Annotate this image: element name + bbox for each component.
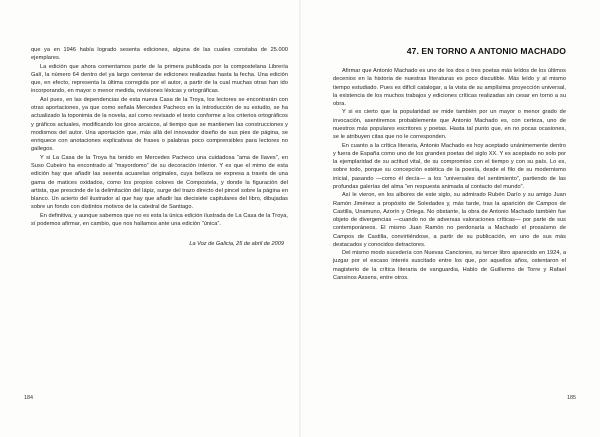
body-paragraph: que ya en 1946 había logrado sesenta ediciones, alguna de las cuales constaba de 25.000 ejemplares. (31, 47, 288, 62)
page-number-right: 185 (567, 395, 576, 401)
body-paragraph: Así le vieron, en los albores de este siglo, su admirado Rubén Darío y su amigo Juan Ramón Jiménez a propósito de Soledades y, más tarde, tras la aparición de Campos de Castilla, Unamuno, Azorín y Ortega. No obstante, la obra de Antonio Machado también fue objeto de divergencias —cuando no de adversas valoraciones críticas— por parte de sus contemporáneos. El mismo Juan Ramón no perdonaría a Machado el prosaísmo de Campos de Castilla, convirtiéndose, a partir de su publicación, en uno de sus más destacados y conocidos detractores. (333, 192, 566, 248)
right-page (300, 0, 600, 437)
body-paragraph: Afirmar que Antonio Machado es uno de los dos o tres poetas más leídos de los últimos decenios en la historia de nuestras literaturas es poco discutible. Más leído y al mismo tiempo estudiado. Pues es difícil catalogar, a la vista de su amplísima proyección universal, la existencia de los muchos trabajos y ediciones críticas realizadas sin cesar en torno a su obra. (333, 68, 566, 108)
body-paragraph: Del mismo modo sucedería con Nuevas Canciones, su tercer libro aparecido en 1924, a juzgar por el escaso interés suscitado entre los que, por aquellos años, ostentaron el magisterio de la crítica literaria de vanguardia, Hablo de Guillermo de Torre y Rafael Cansinos Assens, entre otros. (333, 250, 566, 282)
body-paragraph: Y si es cierto que la popularidad se mide también por un mayor o menor grado de invocación, asentiremos probablemente que Antonio Machado es, con certeza, uno de nuestros más populares escritores y poetas. Hasta tal punto que, en no pocas ocasiones, se le atribuyen citas que no le corresponden. (333, 109, 566, 141)
body-paragraph: En definitiva, y aunque sabemos que no es esta la única edición ilustrada de La Casa de la Troya, sí podemos afirmar, en cambio, que nos hallamos ante una edición “única”. (31, 212, 288, 227)
body-paragraph: Así pues, en las dependencias de esta nueva Casa de la Troya, los lectores se encontrarán con otras aportaciones, ya que como señala Mercedes Pacheco en la introducción de su estudio, se ha actualizado la toponimia de la novela, así como revisado el texto conforme a los criterios ortográficos y gráficos actuales, modificando los giros arcaicos, al tiempo que se mantienen las construcciones y modismos del autor. Una aportación que, más allá del innovador diseño de sus pies de página, se enriquece con anotaciones explicativas de frases o palabras poco comprensibles para lectores no gallegos. (31, 96, 288, 153)
body-paragraph: Y si La Casa de la Troya ha tenido en Mercedes Pacheco una cuidadosa “ama de llaves”, en Suso Cubeiro ha encontrado al “mayordomo” de su decoración interior. Y es que el mimo de esta edición hay que añadir las sesenta acuarelas originales, cuya belleza se expresa a través de una gama de matices oxidados, como los propios colores de Compostela, y donde la figuración del artista, que prescinde de la delimitación del lápiz, surge del trazo directo del pincel sobre la página en blanco. Un acierto del ilustrador al que hay que añadir las diecisiete capitulares del libro, dibujadas sobre un fondo con distintos motivos de la catedral de Santiago. (31, 154, 288, 211)
page-number-left: 184 (24, 395, 33, 401)
body-paragraph: La edición que ahora comentamos parte de la primera publicada por la compostelana Librería Galí, la número 64 dentro del ya largo centenar de ediciones realizadas hasta la fecha. Una edición que, en efecto, representa la última corregida por el autor, a partir de la cual muchas otras han ido incorporando, en mayor o menor medida, revisiones léxicas y ortográficas. (31, 63, 288, 95)
body-paragraph: En cuanto a la crítica literaria, Antonio Machado es hoy aceptado unánimemente dentro y fuera de España como uno de los grandes poetas del siglo XX. Y es aceptado no solo por la ejemplaridad de su actitud vital, de su compromiso con el tiempo y con su país. Lo es, sobre todo, porque su concepción estética de la poesía, desde el filo de su modernismo inicial, pasando —como él decía— a los “universales del sentimiento”, partiendo de las profundas galerías del alma “en respuesta animada al contacto del mundo”. (333, 142, 566, 190)
chapter-title: 47. EN TORNO A ANTONIO MACHADO (406, 46, 566, 56)
article-source: La Voz de Galicia, 25 de abril de 2009 (189, 241, 284, 248)
